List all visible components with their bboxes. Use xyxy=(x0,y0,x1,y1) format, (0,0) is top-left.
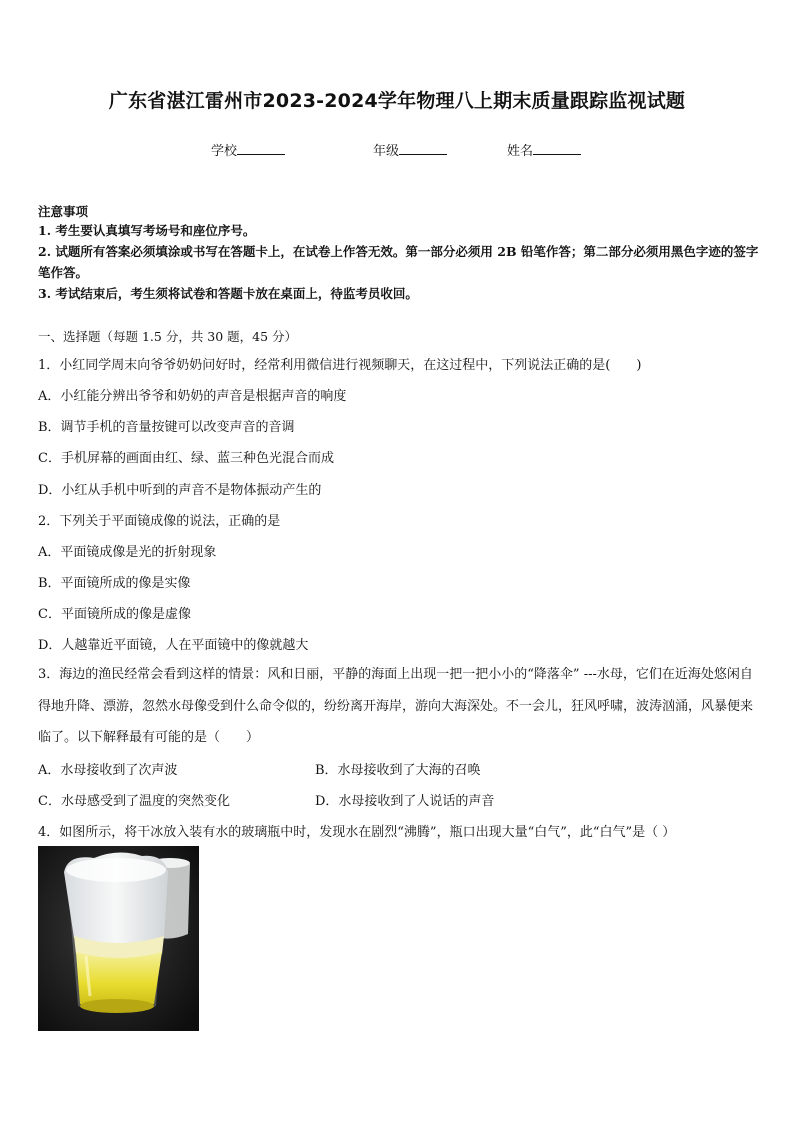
grade-blank xyxy=(399,142,447,155)
question-option: C．平面镜所成的像是虚像 xyxy=(38,607,191,622)
question-option: B．调节手机的音量按键可以改变声音的音调 xyxy=(38,420,295,435)
notice-item: 1. 考生要认真填写考场号和座位序号。 xyxy=(38,223,256,238)
notice-item: 2. 试题所有答案必须填涂或书写在答题卡上，在试卷上作答无效。第一部分必须用 2B 铅笔作答；第二部分必须用黑色字迹的签字笔作答。 xyxy=(38,244,759,280)
question-stem: 2．下列关于平面镜成像的说法，正确的是 xyxy=(38,514,281,529)
question-stem: 1．小红同学周末向爷爷奶奶问好时，经常利用微信进行视频聊天，在这过程中，下列说法正确的是( ) xyxy=(38,358,642,373)
question-option: A．水母接收到了次声波 xyxy=(38,763,178,778)
notice-heading: 注意事项 xyxy=(38,204,89,219)
grade-field xyxy=(373,140,447,159)
name-field xyxy=(507,140,581,159)
school-label: 学校 xyxy=(211,144,238,159)
section-heading: 一、选择题（每题 1.5 分，共 30 题，45 分） xyxy=(38,329,298,344)
school-blank xyxy=(237,142,285,155)
notice-item: 3. 考试结束后，考生须将试卷和答题卡放在桌面上，待监考员收回。 xyxy=(38,286,418,301)
question-option: B．水母接收到了大海的召唤 xyxy=(315,763,481,778)
question-option: C．水母感受到了温度的突然变化 xyxy=(38,794,230,809)
question-option: D．人越靠近平面镜，人在平面镜中的像就越大 xyxy=(38,638,309,653)
question-option: B．平面镜所成的像是实像 xyxy=(38,576,191,591)
question-option: C．手机屏幕的画面由红、绿、蓝三种色光混合而成 xyxy=(38,451,334,466)
dry-ice-glass-illustration xyxy=(38,846,199,1031)
dry-ice-glass-photo xyxy=(38,846,199,1031)
name-label: 姓名 xyxy=(507,144,534,159)
grade-label: 年级 xyxy=(373,144,400,159)
question-option: D．小红从手机中听到的声音不是物体振动产生的 xyxy=(38,483,322,498)
question-option: A．平面镜成像是光的折射现象 xyxy=(38,545,217,560)
question-stem: 3．海边的渔民经常会看到这样的情景：风和日丽，平静的海面上出现一把一把小小的“降落伞” ---水母，它们在近海处悠闲自得地升降、漂游，忽然水母像受到什么命令似的，纷纷离开海岸，游向大海深处。不一会儿，狂风呼啸，波涛汹涌，风暴便来临了。以下解释最有可能的是（ ） xyxy=(38,667,754,745)
question-stem: 4．如图所示，将干冰放入装有水的玻璃瓶中时，发现水在剧烈“沸腾”，瓶口出现大量“白气”，此“白气”是（ ） xyxy=(38,825,676,840)
name-blank xyxy=(533,142,581,155)
page-title: 广东省湛江雷州市2023-2024学年物理八上期末质量跟踪监视试题 xyxy=(108,90,686,112)
school-field xyxy=(211,140,285,159)
question-option: A．小红能分辨出爷爷和奶奶的声音是根据声音的响度 xyxy=(38,389,347,404)
question-option: D．水母接收到了人说话的声音 xyxy=(315,794,495,809)
